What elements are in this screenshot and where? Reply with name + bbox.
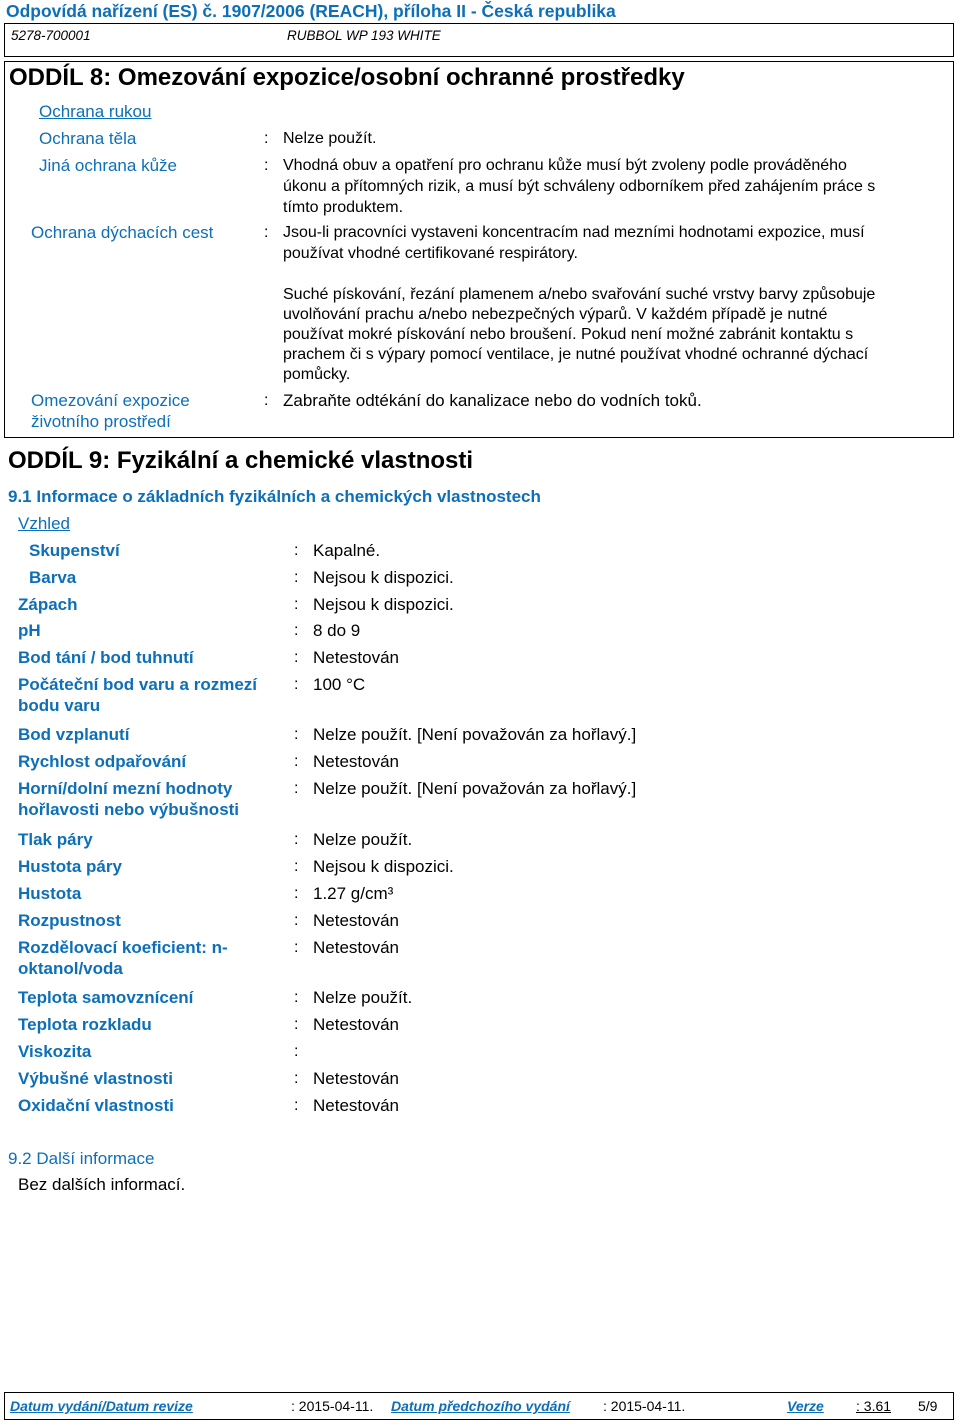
other-skin-line: tímto produktem. [283,199,404,216]
respiratory-extra-line: používat mokré pískování nebo broušení. Pokud není možné zabránit kontaktu s [283,326,854,343]
colon: : [294,1070,299,1087]
respiratory-protection-label: Ochrana dýchacích cest [31,223,214,242]
property-value: Nejsou k dispozici. [313,857,454,876]
property-label: Horní/dolní mezní hodnoty [18,779,233,798]
property-label: bodu varu [18,696,101,715]
body-protection-label: Ochrana těla [39,129,137,148]
property-value: Netestován [313,752,399,771]
colon: : [294,649,299,666]
env-exposure-label: Omezování expozice [31,391,190,410]
respiratory-extra-line: Suché pískování, řezání plamenem a/nebo svařování suché vrstvy barvy způsobuje [283,286,876,303]
colon: : [294,753,299,770]
property-value: Netestován [313,1069,399,1088]
colon: : [264,392,269,409]
colon: : [294,912,299,929]
colon: : [294,1097,299,1114]
product-header-box [4,23,954,57]
page-number: 5/9 [918,1398,938,1414]
issue-date-value: : 2015-04-11. [291,1398,374,1414]
colon: : [294,542,299,559]
issue-date-label: Datum vydání/Datum revize [10,1398,193,1414]
property-value: 100 °C [313,675,366,694]
property-label: Rozdělovací koeficient: n- [18,938,228,957]
property-value: Nelze použít. [313,988,413,1007]
colon: : [294,569,299,586]
property-value: 8 do 9 [313,621,361,640]
colon: : [264,130,269,147]
property-label: hořlavosti nebo výbušnosti [18,800,240,819]
hand-protection-label: Ochrana rukou [39,102,152,121]
property-label: Skupenství [29,541,120,560]
colon: : [294,596,299,613]
colon: : [294,1016,299,1033]
subsection-9-2-title: 9.2 Další informace [8,1149,155,1168]
property-label: Rozpustnost [18,911,121,930]
version-value: : 3.61 [856,1398,892,1414]
property-value: Netestován [313,911,399,930]
colon: : [294,622,299,639]
property-value: Nelze použít. [Není považován za hořlavý.] [313,779,637,798]
colon: : [294,989,299,1006]
property-value: Netestován [313,648,399,667]
property-label: Teplota rozkladu [18,1015,152,1034]
colon: : [264,224,269,241]
env-exposure-label: životního prostředí [31,412,171,431]
property-value: Netestován [313,1096,399,1115]
property-value: Nelze použít. [313,830,413,849]
product-code: 5278-700001 [11,28,91,43]
property-label: Hustota páry [18,857,122,876]
property-value: Kapalné. [313,541,381,560]
property-value: Netestován [313,938,399,957]
regulation-header: Odpovídá nařízení (ES) č. 1907/2006 (REACH), příloha II - Česká republika [6,1,616,21]
previous-issue-value: : 2015-04-11. [603,1398,686,1414]
property-value: Nejsou k dispozici. [313,595,454,614]
other-skin-line: Vhodná obuv a opatření pro ochranu kůže musí být zvoleny podle prováděného [283,157,847,174]
colon: : [294,1043,299,1060]
other-skin-protection-label: Jiná ochrana kůže [39,156,177,175]
property-value: 1.27 g/cm³ [313,884,394,903]
colon: : [264,157,269,174]
property-value: Nelze použít. [Není považován za hořlavý.] [313,725,637,744]
property-label: oktanol/voda [18,959,123,978]
property-label: Bod tání / bod tuhnutí [18,648,194,667]
appearance-label: Vzhled [18,514,70,533]
respiratory-extra-line: pomůcky. [283,366,351,383]
version-label: Verze [787,1398,824,1414]
property-label: Zápach [18,595,78,614]
colon: : [294,780,299,797]
property-label: Počáteční bod varu a rozmezí [18,675,258,694]
property-label: pH [18,621,41,640]
product-name: RUBBOL WP 193 WHITE [287,28,441,43]
property-label: Výbušné vlastnosti [18,1069,173,1088]
body-protection-value: Nelze použít. [283,130,377,147]
other-information-text: Bez dalších informací. [18,1175,186,1194]
property-value: Nejsou k dispozici. [313,568,454,587]
respiratory-line: používat vhodné certifikované respirátory. [283,245,578,262]
section-9-title: ODDÍL 9: Fyzikální a chemické vlastnosti [8,447,474,474]
property-label: Rychlost odpařování [18,752,187,771]
property-label: Barva [29,568,77,587]
property-label: Tlak páry [18,830,93,849]
colon: : [294,831,299,848]
respiratory-line: Jsou-li pracovníci vystaveni koncentracím nad mezními hodnotami expozice, musí [283,224,865,241]
property-label: Teplota samovznícení [18,988,194,1007]
env-exposure-value: Zabraňte odtékání do kanalizace nebo do vodních toků. [283,391,702,410]
respiratory-extra-line: uvolňování prachu a/nebo nebezpečných výparů. V každém případě je nutné [283,306,828,323]
previous-issue-label: Datum předchozího vydání [391,1398,570,1414]
colon: : [294,939,299,956]
property-value: Netestován [313,1015,399,1034]
colon: : [294,676,299,693]
respiratory-extra-line: prachem či s výpary pomocí ventilace, je nutné používat vhodné ochranné dýchací [283,346,869,363]
colon: : [294,726,299,743]
property-label: Bod vzplanutí [18,725,130,744]
property-label: Viskozita [18,1042,92,1061]
other-skin-line: úkonu a přítomných rizik, a musí být schváleny odborníkem před zahájením práce s [283,178,876,195]
colon: : [294,885,299,902]
colon: : [294,858,299,875]
footer-box [4,1392,954,1420]
subsection-9-1-title: 9.1 Informace o základních fyzikálních a chemických vlastnostech [8,487,541,506]
property-label: Oxidační vlastnosti [18,1096,174,1115]
property-label: Hustota [18,884,82,903]
section-8-title: ODDÍL 8: Omezování expozice/osobní ochranné prostředky [9,64,685,91]
